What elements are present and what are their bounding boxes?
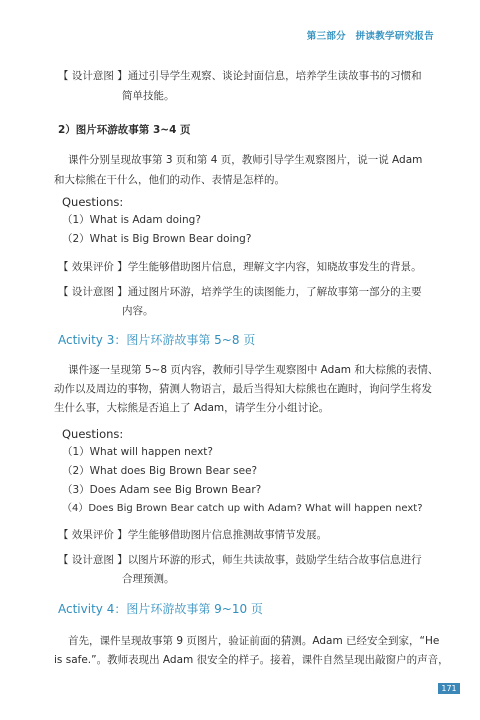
design-intent-label: 【 设计意图 】 [58,286,128,298]
paragraph-3-line-1: 课件逐一呈现第 5~8 页内容，教师引导学生观察图中 Adam 和大棕熊的表情、 [68,364,439,376]
question-item: （3）Does Adam see Big Brown Bear? [62,484,262,496]
question-item: （2）What does Big Brown Bear see? [62,465,258,477]
activity-3-heading: Activity 3：图片环游故事第 5~8 页 [58,333,256,347]
design-intent-text: 通过引导学生观察、谈论封面信息，培养学生读故事书的习惯和 [127,70,422,82]
design-intent-1-cont: 简单技能。 [122,90,175,102]
subsection-heading-2: 2）图片环游故事第 3~4 页 [58,124,191,136]
effect-eval-3 [58,527,430,543]
activity-4-heading: Activity 4：图片环游故事第 9~10 页 [58,602,263,616]
effect-eval-text: 学生能够借助图片信息推测故事情节发展。 [127,529,328,541]
questions-title-2: Questions: [62,195,124,209]
question-item: （1）What will happen next? [62,446,213,458]
questions-title-3: Questions: [62,427,124,441]
effect-eval-label: 【 效果评价 】 [58,261,128,273]
question-item: （1）What is Adam doing? [62,214,201,226]
question-item: （4）Does Big Brown Bear catch up with Adam? What will happen next? [62,503,423,514]
question-item: （2）What is Big Brown Bear doing? [62,233,252,245]
paragraph-2-line-2: 和大棕熊在干什么，他们的动作、表情是怎样的。 [54,174,285,186]
design-intent-label: 【 设计意图 】 [58,70,128,82]
header-title: 拼读教学研究报告 [355,31,434,42]
design-intent-3 [58,552,430,568]
effect-eval-label: 【 效果评价 】 [58,529,128,541]
paragraph-3-line-2: 动作以及周边的事物，猜测人物语言，最后当得知大棕熊也在跑时，询问学生将发 [54,383,432,395]
paragraph-4-line-1: 首先，课件呈现故事第 9 页图片，验证前面的猜测。Adam 已经安全到家，“He [68,635,440,647]
design-intent-label: 【 设计意图 】 [58,554,128,566]
effect-eval-2 [58,259,430,275]
running-header [301,28,434,42]
design-intent-1 [58,68,430,84]
paragraph-2-line-1: 课件分别呈现故事第 3 页和第 4 页，教师引导学生观察图片，说一说 Adam [68,154,423,166]
design-intent-2-cont: 内容。 [122,305,154,317]
design-intent-2 [58,284,430,300]
paragraph-3-line-3: 生什么事，大棕熊是否追上了 Adam，请学生分小组讨论。 [54,402,330,414]
header-section: 第三部分 [306,31,346,42]
paragraph-4-line-2: is safe.”。教师表现出 Adam 很安全的样子。接着，课件自然呈现出敲窗户的声音， [54,654,449,666]
design-intent-3-cont: 合理预测。 [122,573,175,585]
design-intent-text: 通过图片环游，培养学生的读图能力，了解故事第一部分的主要 [127,286,422,298]
page-number: 171 [438,683,460,694]
effect-eval-text: 学生能够借助图片信息，理解文字内容，知晓故事发生的背景。 [127,261,422,273]
design-intent-text: 以图片环游的形式，师生共读故事，鼓励学生结合故事信息进行 [127,554,422,566]
